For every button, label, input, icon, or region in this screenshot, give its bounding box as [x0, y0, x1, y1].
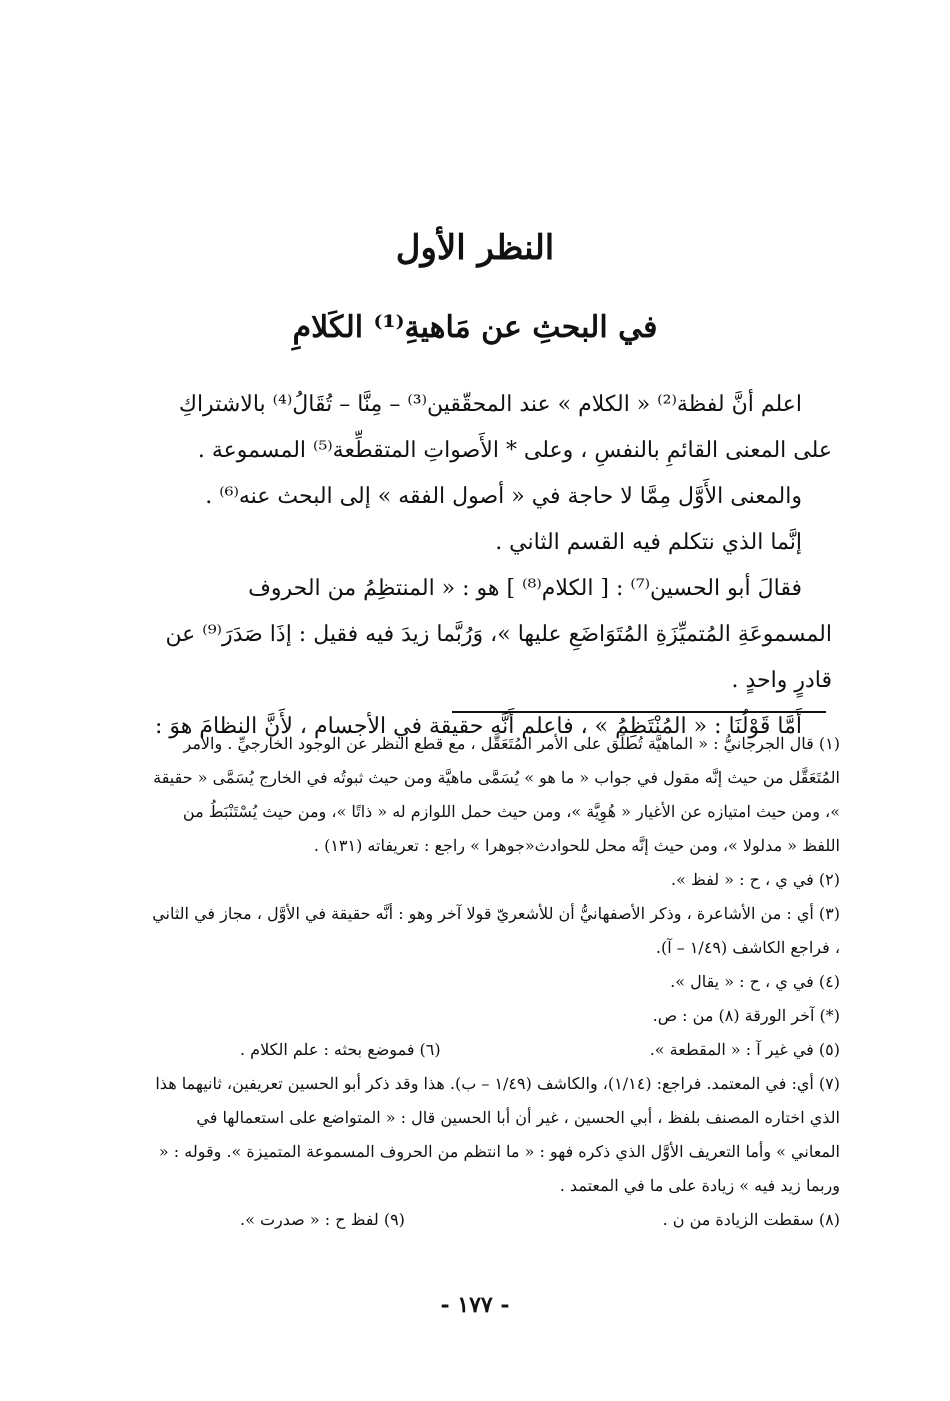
footnote-row-8-9 — [240, 1203, 840, 1237]
footnote-1: (١) قال الجرجانيُّ : « الماهيَّة تُطلَق على الأمر المُتَعَقَّل ، مع قطع النظر عن الوجود الخارجيِّ . والأمر المُتَعَقَّل من حيث إنَّه مقول في جواب « ما هو » يُسَمَّى ماهيَّة ومن حيث ثبوتُه في الخارج يُسَمَّى « حقيقة »، ومن حيث امتيازه عن الأغيار « هُوِيَّة »، ومن حيث حمل اللوازم له « ذاتًا »، ومن حيث يُسْتَنْبَطُ من اللفظ « مدلولا »، ومن حيث إنَّه محل للحوادث«جوهرا » راجع : تعريفاته (١٣١) . — [153, 734, 840, 855]
section-subtitle: في البحثِ عن مَاهيةِ⁽¹⁾ الكَلامِ — [292, 310, 658, 345]
footnotes — [152, 727, 840, 1237]
footnote-5: (٥) في غير آ : « المقطعة ». — [649, 1040, 840, 1059]
footnote-star: (*) آخر الورقة (٨) من : ص. — [652, 1006, 840, 1025]
chapter-title: النظر الأول — [395, 228, 555, 268]
footnote-row-5-6 — [240, 1033, 840, 1067]
footnote-9: (٩) لفظ ح : « صدرت ». — [240, 1210, 405, 1229]
footnote-3: (٣) أي : من الأشاعرة ، وذكر الأصفهانيُّ أن للأشعريّ قولا آخر وهو : أنَّه حقيقة في الأوَّل ، مجاز في الثاني ، فراجع الكاشف (١/٤٩ – آ). — [152, 904, 840, 957]
footnote-2: (٢) في ي ، ح : « لفظ ». — [671, 870, 840, 889]
footnote-7: (٧) أي: في المعتمد. فراجع: (١/١٤)، والكاشف (١/٤٩ – ب). هذا وقد ذكر أبو الحسين تعريفين، ثانيهما هذا الذي اختاره المصنف بلفظ ، أبي الحسين ، غير أن أبا الحسين قال : « المتواضع على استعمالها في المعاني » وأما التعريف الأوَّل الذي ذكره فهو : « ما انتظم من الحروف المسموعة المتميزة ». وقوله : « وربما زيد فيه » زيادة على ما في المعتمد . — [155, 1074, 840, 1195]
paragraph-5: أَمَّا قَوْلُنَا : « المُنْتَظِمُ » ، فاعلم أَنَّه حقيقة في الأجسام ، لأَنَّ النظامَ هوَ : — [154, 714, 802, 739]
footnote-separator — [452, 711, 826, 713]
page-number: - ١٧٧ - — [440, 1292, 510, 1318]
main-text — [152, 382, 832, 750]
paragraph-2: والمعنى الأَوَّل مِمَّا لا حاجة في « أصول الفقه » إلى البحث عنه⁽⁶⁾ . — [205, 484, 802, 509]
footnote-6: (٦) فموضع بحثه : علم الكلام . — [240, 1040, 441, 1059]
paragraph-1: اعلم أنَّ لفظة⁽²⁾ « الكلام » عند المحقّقين⁽³⁾ – مِنَّا – تُقَالُ⁽⁴⁾ بالاشتراكِ على المعنى القائمِ بالنفسِ ، وعلى * الأَصواتِ المتقطِّعة⁽⁵⁾ المسموعة . — [178, 392, 832, 463]
footnote-8: (٨) سقطت الزيادة من ن . — [662, 1210, 840, 1229]
paragraph-3: إنَّما الذي نتكلم فيه القسم الثاني . — [495, 530, 802, 555]
paragraph-4: فقالَ أبو الحسين⁽⁷⁾ : [ الكلام⁽⁸⁾ ] هو : « المنتظِمُ من الحروف المسموعَةِ المُتميِّزَةِ المُتَوَاضَعِ عليها »، وَرُبَّما زيدَ فيه فقيل : إذَا صَدَرَ⁽⁹⁾ عن قادرٍ واحدٍ . — [165, 576, 832, 693]
footnote-4: (٤) في ي ، ح : « يقال ». — [670, 972, 840, 991]
